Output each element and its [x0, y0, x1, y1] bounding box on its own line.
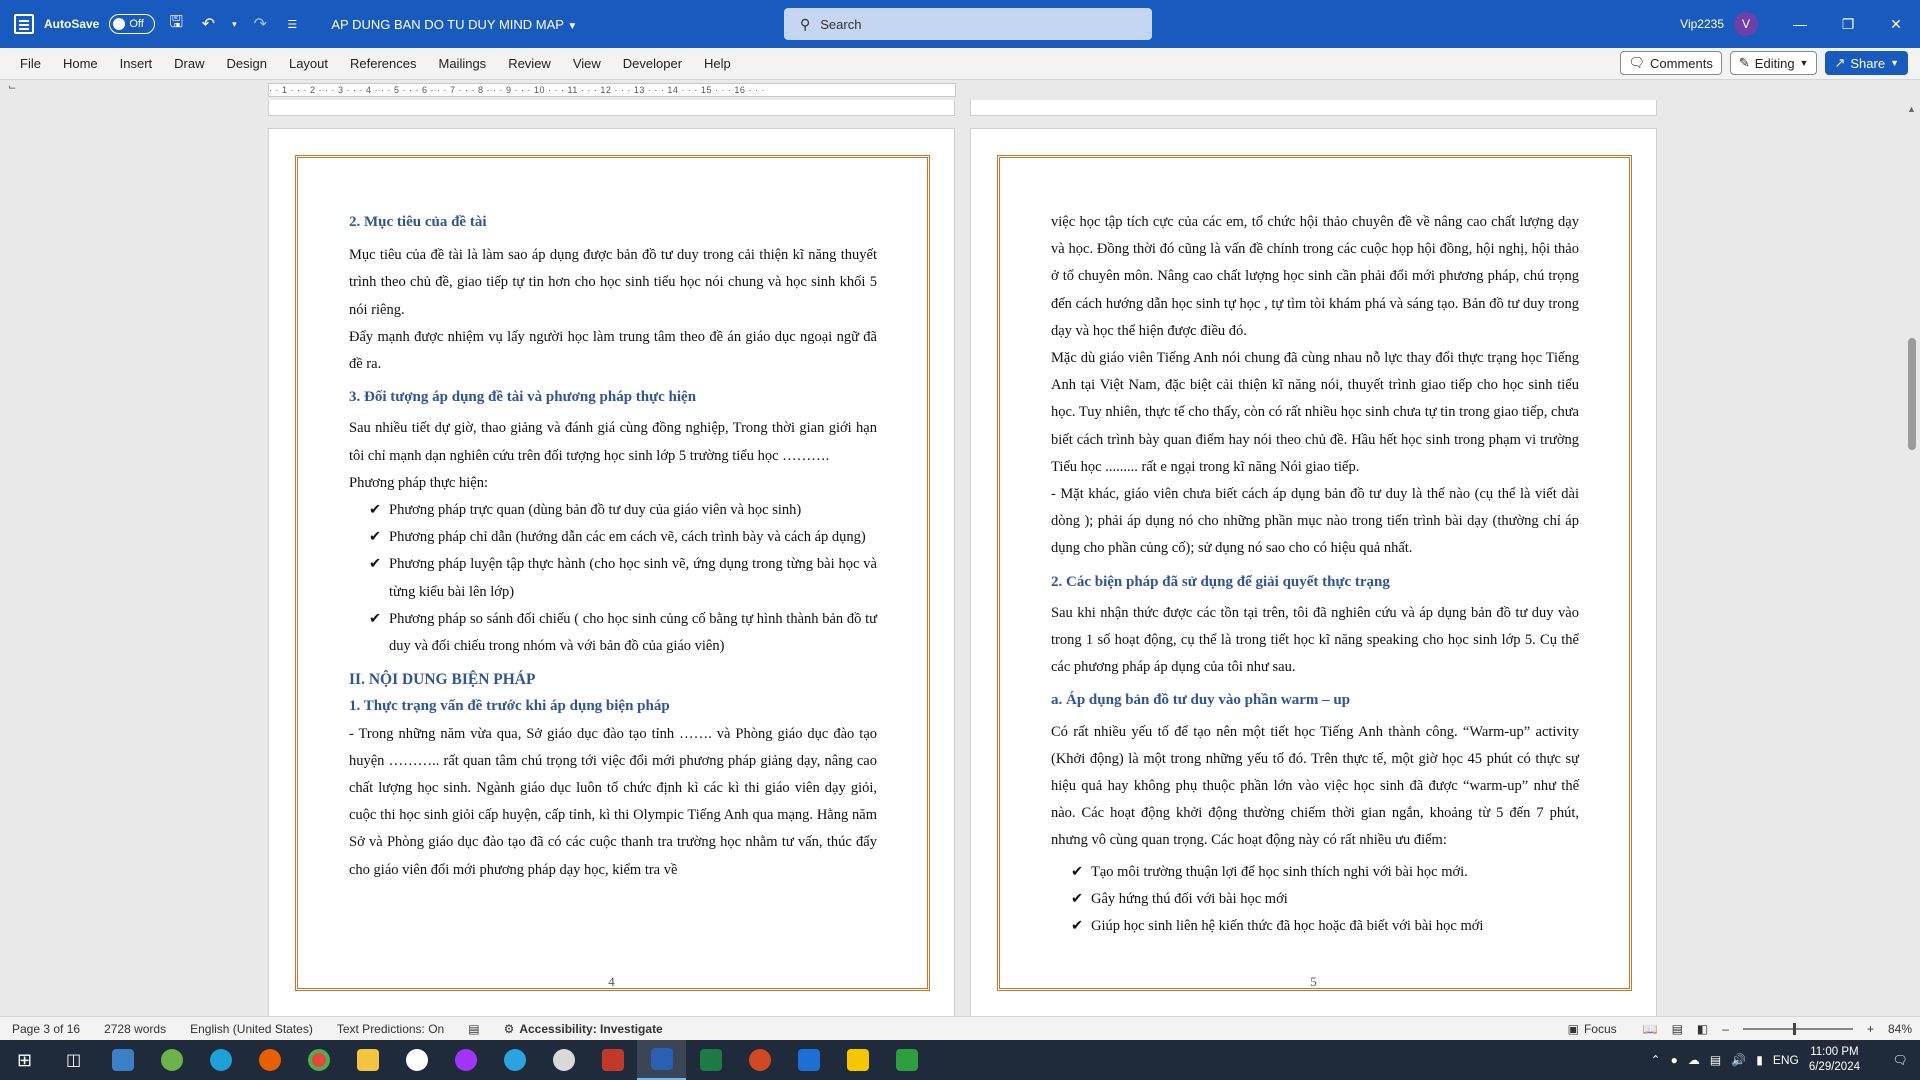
- notification-icon[interactable]: 🗨: [1892, 1053, 1908, 1067]
- print-layout-icon[interactable]: ▤: [1671, 1022, 1683, 1036]
- zalo-icon[interactable]: [392, 1040, 441, 1080]
- document-title[interactable]: AP DUNG BAN DO TU DUY MIND MAP ▼: [331, 16, 578, 32]
- page-content[interactable]: [349, 209, 877, 884]
- tab-references[interactable]: References: [350, 56, 417, 71]
- tab-developer[interactable]: Developer: [622, 56, 683, 71]
- snipping-tool-icon[interactable]: [588, 1040, 637, 1080]
- search-placeholder: Search: [820, 16, 862, 32]
- undo-icon[interactable]: ↶: [201, 16, 216, 33]
- track-changes-icon[interactable]: ▤: [468, 1021, 480, 1036]
- scroll-up-icon[interactable]: ▲: [1907, 104, 1916, 114]
- accessibility-icon: ⚙: [503, 1021, 515, 1036]
- heading: a. Áp dụng bản đồ tư duy vào phần warm – up: [1051, 692, 1351, 709]
- page-5[interactable]: [970, 128, 1657, 1028]
- comments-button[interactable]: 🗨 Comments: [1620, 51, 1722, 75]
- tab-help[interactable]: Help: [704, 56, 731, 71]
- list-item: ✔ Phương pháp luyện tập thực hành (cho học sinh vẽ, ứng dụng trong từng bài học và từng kiểu bài lên lớp): [349, 551, 877, 605]
- firefox-icon[interactable]: [245, 1040, 294, 1080]
- heading: 1. Thực trạng vấn đề trước khi áp dụng biện pháp: [349, 698, 670, 715]
- tab-design[interactable]: Design: [226, 56, 267, 71]
- save-icon[interactable]: 🖫: [169, 13, 184, 31]
- ribbon-tabs: [0, 48, 1920, 80]
- tab-view[interactable]: View: [572, 56, 601, 71]
- page-4[interactable]: [268, 128, 955, 1028]
- toggle-knob: [113, 18, 125, 30]
- word-app-icon[interactable]: [14, 14, 34, 34]
- word-taskbar-icon[interactable]: [637, 1040, 686, 1080]
- scroll-thumb[interactable]: [1908, 338, 1916, 450]
- focus-button[interactable]: ▣ Focus: [1567, 1022, 1617, 1036]
- avatar[interactable]: V: [1734, 12, 1758, 36]
- editing-mode-button[interactable]: ✎ Editing ▼: [1730, 51, 1818, 75]
- heading: 3. Đối tượng áp dụng đề tài và phương pháp thực hiện: [349, 389, 697, 406]
- read-mode-icon[interactable]: 📖: [1642, 1022, 1658, 1036]
- chevron-down-icon: ▼: [567, 20, 578, 32]
- undo-dropdown-icon[interactable]: ▾: [232, 18, 237, 29]
- volume-icon[interactable]: 🔊: [1731, 1053, 1747, 1067]
- chevron-down-icon: ▼: [1890, 58, 1899, 68]
- cloud-icon[interactable]: ☁: [1687, 1053, 1700, 1067]
- share-icon: ↗: [1834, 55, 1846, 70]
- list-item: ✔ Phương pháp so sánh đối chiếu ( cho học sinh củng cố bằng tự hình thành bản đồ tư duy và đối chiếu trong nhóm và với bản đồ của giáo viên): [349, 606, 877, 660]
- previous-page-bottom: [970, 100, 1657, 116]
- checkmark-icon: ✔: [1071, 890, 1084, 907]
- autosave-state: Off: [129, 18, 144, 30]
- checkmark-icon: ✔: [1071, 863, 1084, 880]
- page-number: 4: [608, 974, 615, 989]
- network-icon[interactable]: ▤: [1709, 1053, 1722, 1067]
- horizontal-ruler[interactable]: [268, 83, 956, 97]
- focus-icon: ▣: [1567, 1022, 1579, 1036]
- tab-insert[interactable]: Insert: [119, 56, 153, 71]
- heading: II. NỘI DUNG BIỆN PHÁP: [349, 671, 536, 689]
- zoom-in-icon[interactable]: +: [1866, 1022, 1874, 1036]
- list-item: ✔ Phương pháp chỉ dẫn (hướng dẫn các em cách vẽ, cách trình bày và cách áp dụng): [349, 524, 877, 551]
- ruler-row: [0, 80, 1920, 100]
- zoom-out-icon[interactable]: –: [1722, 1022, 1729, 1036]
- paragraph: Mặc dù giáo viên Tiếng Anh nói chung đã cùng nhau nỗ lực thay đổi thực trạng học Tiếng Anh tại Việt Nam, đặc biệt cải thiện kĩ năng nói, thuyết trình giao tiếp cho học sinh tiểu học. Tuy nhiên, thực tế cho thấy, còn có rất nhiều học sinh chưa tự tin trong giao tiếp, chưa biết cách trình bày quan điểm hay nói theo chủ đề. Hầu hết học sinh trong phạm vi trường Tiểu học ......... rất e ngại trong kĩ năng Nói giao tiếp.: [1051, 350, 1579, 475]
- chrome-icon[interactable]: [294, 1040, 343, 1080]
- redo-icon[interactable]: ↷: [253, 16, 268, 33]
- edge-icon[interactable]: [196, 1040, 245, 1080]
- input-language[interactable]: ENG: [1772, 1053, 1799, 1067]
- checkmark-icon: ✔: [369, 610, 382, 627]
- paragraph: Phương pháp thực hiện:: [349, 474, 488, 491]
- excel-icon[interactable]: [686, 1040, 735, 1080]
- close-icon[interactable]: ✕: [1890, 15, 1902, 32]
- customize-toolbar-icon[interactable]: ☰: [287, 18, 298, 31]
- share-button[interactable]: ↗ Share ▼: [1825, 51, 1908, 75]
- tab-mailings[interactable]: Mailings: [438, 56, 487, 71]
- battery-icon[interactable]: ▮: [1756, 1053, 1763, 1067]
- user-name[interactable]: Vip2235: [1680, 17, 1724, 31]
- status-bar: [0, 1016, 1920, 1040]
- checkmark-icon: ✔: [369, 556, 382, 573]
- zalo-tray-icon[interactable]: ●: [1670, 1053, 1678, 1067]
- chevron-up-icon[interactable]: ⌃: [1650, 1053, 1661, 1067]
- paragraph: Có rất nhiều yếu tố để tạo nên một tiết học Tiếng Anh thành công. “Warm-up” activity (Khởi động) là một trong những yếu tố đó. Trên thực tế, một giờ học 45 phút có thực sự hiệu quả hay không phụ thuộc phần lớn vào việc học sinh đã được “warm-up” như thế nào. Các hoạt động khởi động thường chiếm thời gian ngắn, khoảng từ 5 đến 7 phút, nhưng vô cùng quan trọng. Các hoạt động này có rất nhiều ưu điểm:: [1051, 723, 1579, 849]
- text-predictions-status[interactable]: Text Predictions: On: [336, 1021, 445, 1036]
- web-layout-icon[interactable]: ◧: [1696, 1022, 1709, 1036]
- windows-start-icon[interactable]: ⊞: [16, 1049, 33, 1070]
- paint-icon[interactable]: [539, 1040, 588, 1080]
- green-app-icon[interactable]: [882, 1040, 931, 1080]
- checkmark-icon: ✔: [1071, 918, 1084, 935]
- tab-selector-icon[interactable]: ⌙: [8, 82, 17, 93]
- page-content[interactable]: [1051, 209, 1579, 940]
- task-view-icon[interactable]: ◫: [65, 1052, 82, 1069]
- ruler-ticks: · · 1 · · · 2 · · · 3 · · · 4 · · · 5 · · · 6 · · · 7 · · · 8 · · · 9 · · · 10 · · · 11 · · · 12 · · · 13 · · · 14 · · · 15 · · · 16 · · ·: [269, 85, 765, 95]
- sticky-app-icon[interactable]: [833, 1040, 882, 1080]
- tab-home[interactable]: Home: [62, 56, 98, 71]
- zoom-slider-thumb[interactable]: [1793, 1023, 1796, 1035]
- checkmark-icon: ✔: [369, 502, 382, 519]
- taskbar: [0, 1040, 1920, 1080]
- tab-layout[interactable]: Layout: [288, 56, 329, 71]
- autosave-label: AutoSave: [44, 17, 100, 31]
- autosave-toggle[interactable]: [109, 14, 155, 34]
- paragraph: việc học tập tích cực của các em, tổ chức hội thảo chuyên đề về nâng cao chất lượng dạy và học. Đồng thời đó cũng là vấn đề chính trong các cuộc họp hội đồng, hội nghị, hội thảo ở tổ chuyên môn. Nâng cao chất lượng học sinh cần phải đổi mới phương pháp, chú trọng đến cách hướng dẫn học sinh tự học , tự tìm tòi khám phá và sáng tạo. Bản đồ tư duy trong dạy và học thể hiện được điều đó.: [1051, 214, 1579, 339]
- clock[interactable]: [1809, 1045, 1860, 1075]
- list-item: ✔ Tạo môi trường thuận lợi để học sinh thích nghi với bài học mới.: [1051, 859, 1579, 886]
- document-area[interactable]: [0, 100, 1920, 1028]
- accessibility-status[interactable]: ⚙ Accessibility: Investigate: [503, 1021, 663, 1036]
- tab-draw[interactable]: Draw: [174, 56, 205, 71]
- heading: 2. Mục tiêu của đề tài: [349, 214, 487, 230]
- paragraph: Mục tiêu của đề tài là làm sao áp dụng được bản đồ tư duy trong cải thiện kĩ năng thuyết trình theo chủ đề, giao tiếp tự tin hơn cho học sinh tiểu học nói chung và học sinh khối 5 nói riêng.: [349, 247, 877, 318]
- language-status[interactable]: English (United States): [190, 1021, 313, 1036]
- tab-file[interactable]: File: [20, 56, 41, 71]
- page-count[interactable]: Page 3 of 16: [12, 1021, 81, 1036]
- teamviewer-icon[interactable]: [784, 1040, 833, 1080]
- powerpoint-icon[interactable]: [735, 1040, 784, 1080]
- paragraph: Sau khi nhận thức được các tồn tại trên, tôi đã nghiên cứu và áp dụng bản đồ tư duy vào trong 1 số hoạt động, cụ thể là trong tiết học kĩ năng speaking cho học sinh lớp 5. Cụ thể các phương pháp áp dụng của tôi như sau.: [1051, 604, 1579, 676]
- calculator-icon[interactable]: [98, 1040, 147, 1080]
- comment-icon: 🗨: [1628, 55, 1646, 70]
- search-icon: ⚲: [800, 15, 811, 32]
- paragraph: Sau nhiều tiết dự giờ, thao giảng và đánh giá cùng đồng nghiệp, Trong thời gian giới hạn tôi chỉ mạnh dạn nghiên cứu trên đối tượng học sinh lớp 5 trường tiểu học ……….: [349, 420, 877, 464]
- clock-time: 11:00 PM: [1810, 1046, 1859, 1058]
- zoom-slider[interactable]: [1743, 1028, 1853, 1030]
- title-bar: [0, 0, 1920, 48]
- heading: 2. Các biện pháp đã sử dụng để giải quyết thực trạng: [1051, 573, 1390, 590]
- vertical-scrollbar[interactable]: [1904, 100, 1920, 1028]
- minimize-icon[interactable]: —: [1793, 16, 1807, 32]
- word-count[interactable]: 2728 words: [104, 1021, 167, 1036]
- previous-page-bottom: [268, 100, 955, 116]
- tab-review[interactable]: Review: [508, 56, 551, 71]
- search-box[interactable]: [784, 8, 1152, 40]
- list-item: ✔ Phương pháp trực quan (dùng bản đồ tư duy của giáo viên và học sinh): [349, 497, 877, 524]
- list-item: ✔ Giúp học sinh liên hệ kiến thức đã học hoặc đã biết với bài học mới: [1051, 913, 1579, 940]
- paragraph: Đẩy mạnh được nhiệm vụ lấy người học làm trung tâm theo đề án giáo dục ngoại ngữ đã đề ra.: [349, 328, 877, 373]
- file-explorer-icon[interactable]: [343, 1040, 392, 1080]
- zoom-level[interactable]: 84%: [1887, 1022, 1912, 1036]
- list-item: ✔ Gây hứng thú đối với bài học mới: [1051, 886, 1579, 913]
- page-number: 5: [1310, 974, 1317, 989]
- paragraph: - Trong những năm vừa qua, Sở giáo dục đào tạo tỉnh ……. và Phòng giáo dục đào tạo huyện ……….. rất quan tâm chú trọng tới việc đổi mới phương pháp giảng dạy, nâng cao chất lượng học sinh. Ngành giáo dục luôn tổ chức định kì các kì thi giáo viên dạy giỏi, cuộc thi học sinh giỏi cấp huyện, cấp tỉnh, kì thi Olympic Tiếng Anh qua mạng. Hằng năm Sở và Phòng giáo dục đào tạo đã có các cuộc thanh tra trường học nhằm tư vấn, thúc đẩy cho giáo viên đổi mới phương pháp dạy học, kiểm tra về: [349, 725, 877, 878]
- system-tray: [1651, 1040, 1920, 1080]
- paragraph: - Mặt khác, giáo viên chưa biết cách áp dụng bản đồ tư duy là thế nào (cụ thể là viết dài dòng ); phải áp dụng nó cho những phần mục nào trong tiến trình bài dạy (thường chỉ áp dụng cho phần củng cố); sử dụng nó sao cho có hiệu quả nhất.: [1051, 486, 1579, 557]
- checkmark-icon: ✔: [369, 529, 382, 546]
- clock-date: 6/29/2024: [1808, 1061, 1860, 1073]
- leaf-app-icon[interactable]: [147, 1040, 196, 1080]
- messenger-icon[interactable]: [441, 1040, 490, 1080]
- pencil-icon: ✎: [1738, 55, 1750, 70]
- chevron-down-icon: ▼: [1799, 58, 1809, 68]
- restore-icon[interactable]: ❐: [1841, 15, 1855, 32]
- telegram-icon[interactable]: [490, 1040, 539, 1080]
